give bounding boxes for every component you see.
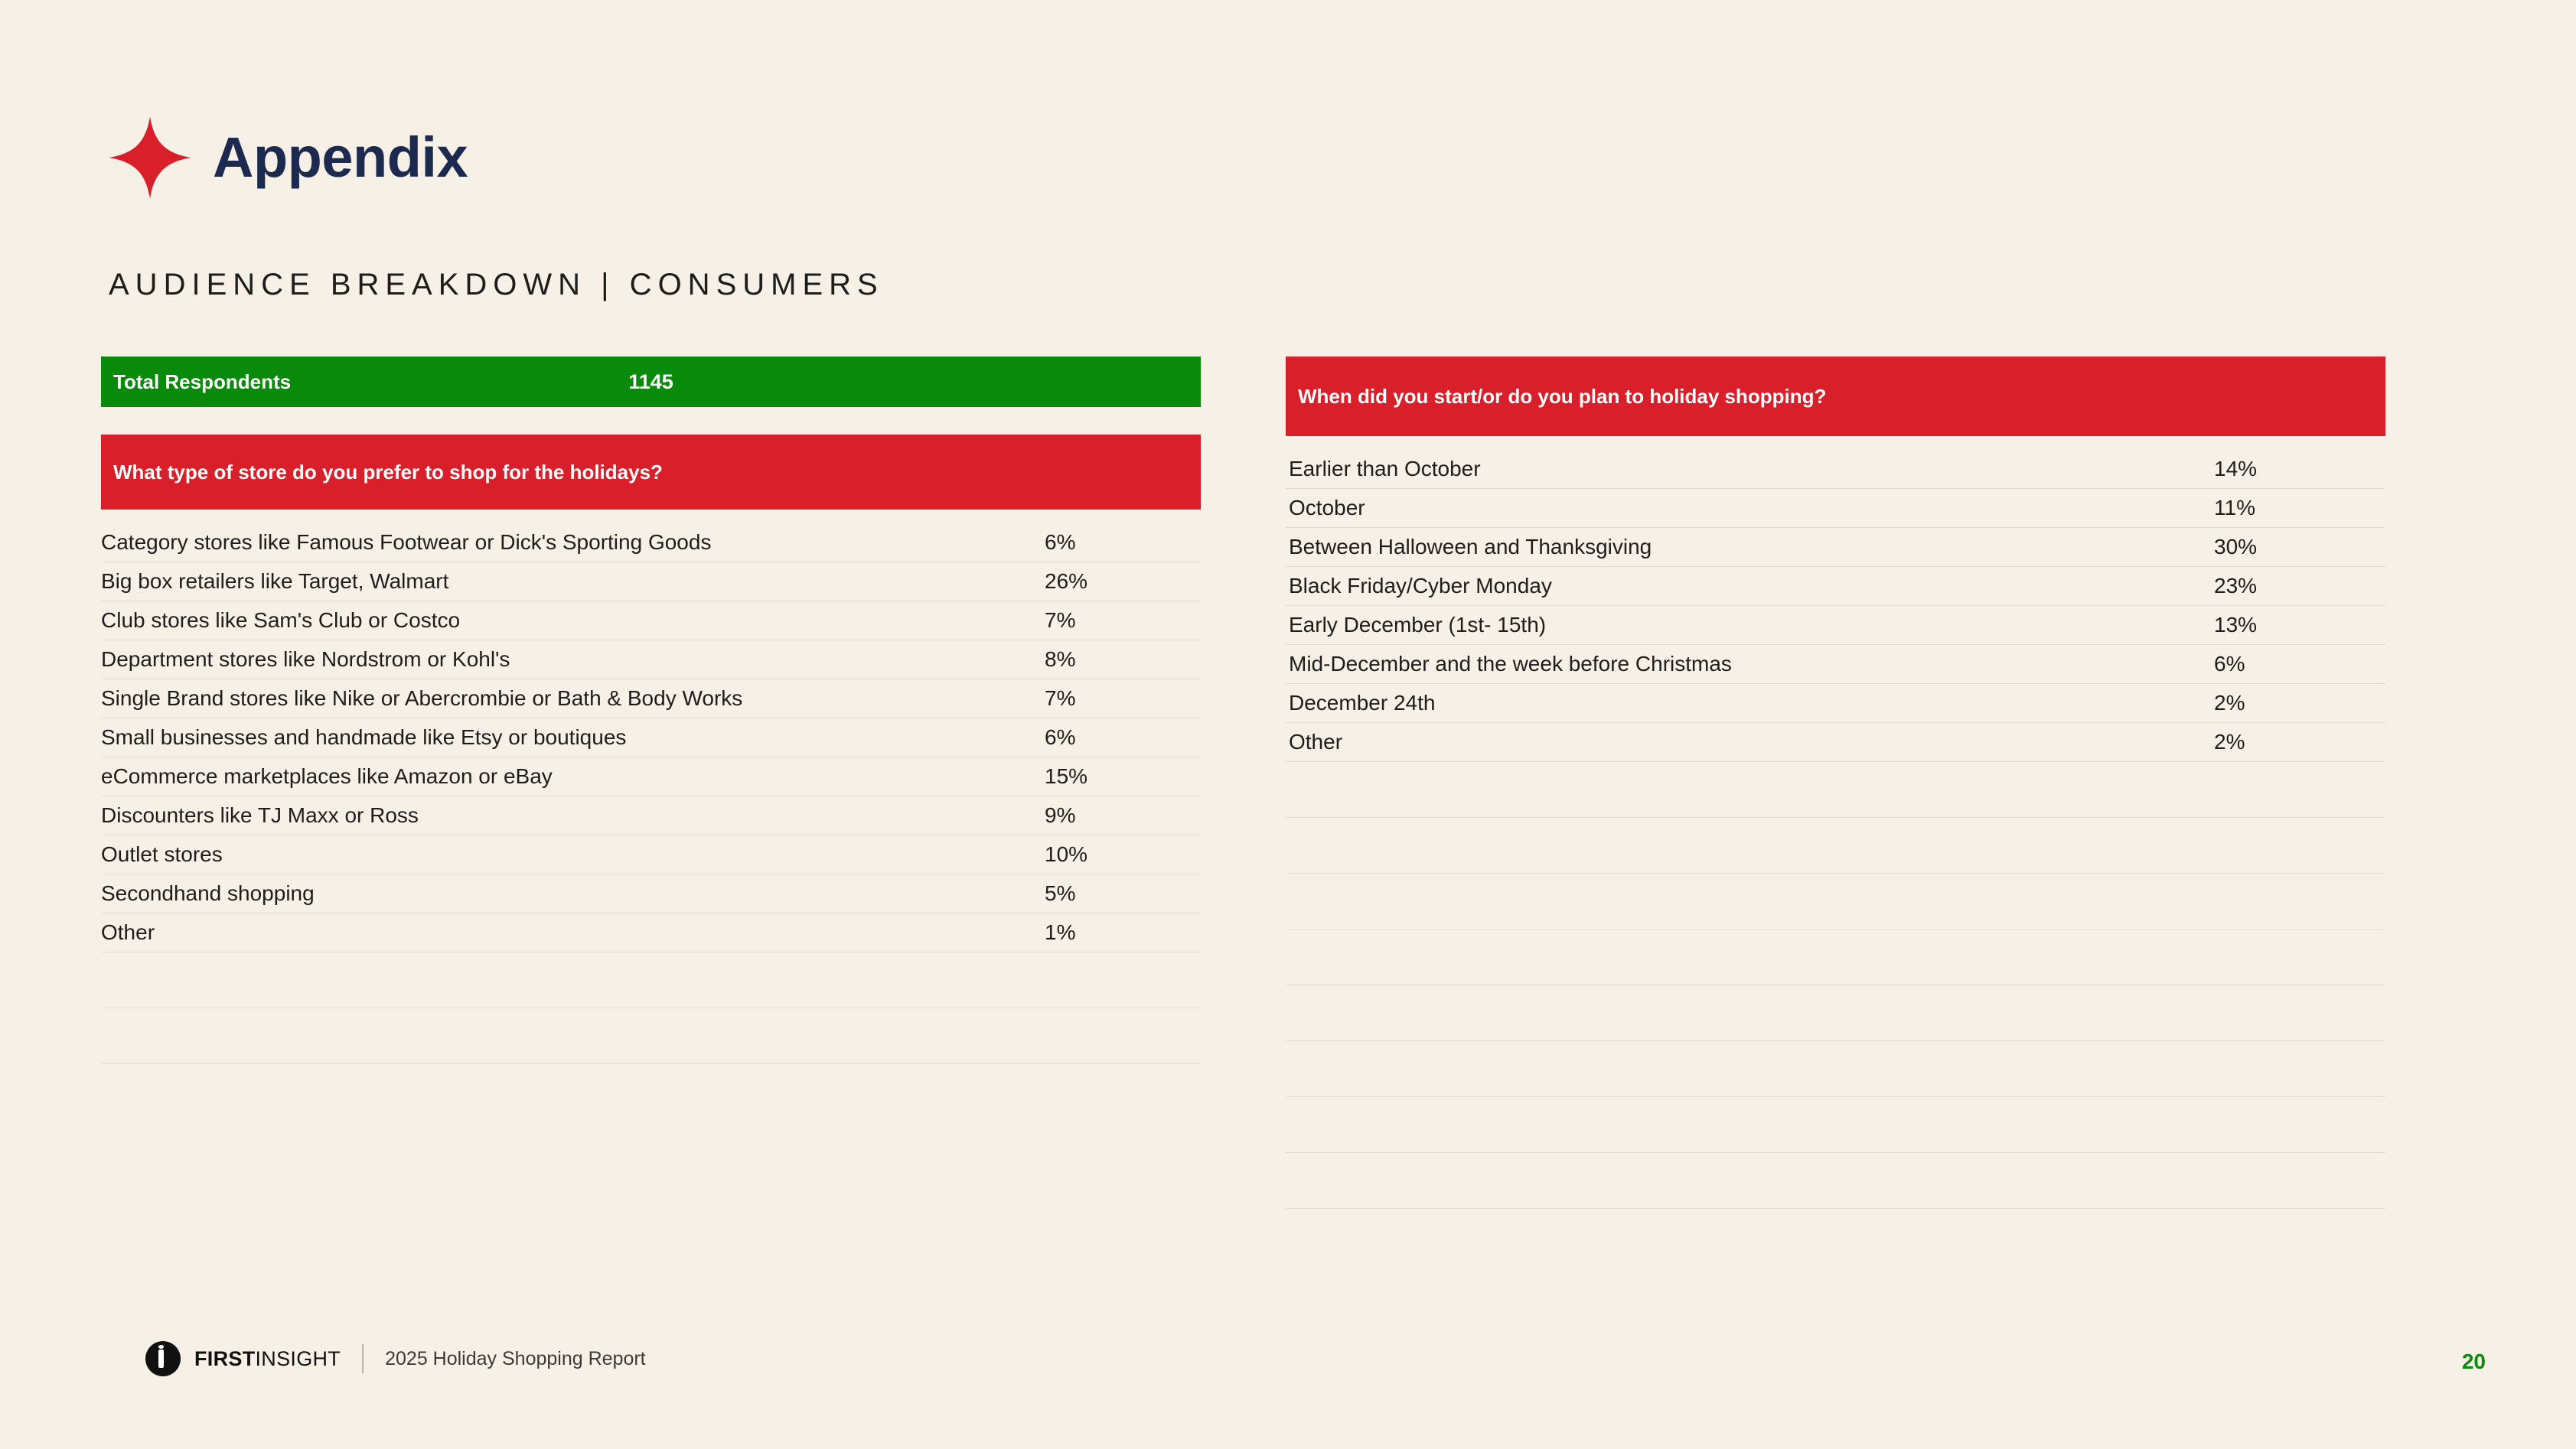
table-row bbox=[101, 835, 1201, 874]
row-value: 7% bbox=[1037, 679, 1201, 718]
page-number: 20 bbox=[2461, 1350, 2486, 1373]
page-subtitle: AUDIENCE BREAKDOWN | CONSUMERS bbox=[109, 268, 884, 301]
table-row bbox=[1286, 684, 2385, 723]
table-row bbox=[1286, 489, 2385, 528]
left-results-table bbox=[101, 523, 1201, 1064]
row-value: 14% bbox=[2206, 450, 2385, 489]
row-value: 7% bbox=[1037, 601, 1201, 640]
row-label: Single Brand stores like Nike or Abercrombie or Bath & Body Works bbox=[101, 679, 1037, 718]
row-label: Early December (1st- 15th) bbox=[1286, 606, 2206, 645]
row-value: 8% bbox=[1037, 640, 1201, 679]
table-row bbox=[1286, 567, 2385, 606]
table-row bbox=[101, 913, 1201, 952]
row-label: Between Halloween and Thanksgiving bbox=[1286, 528, 2206, 567]
footer-divider bbox=[362, 1344, 364, 1373]
row-value: 6% bbox=[1037, 523, 1201, 562]
brand-name-second: INSIGHT bbox=[255, 1346, 341, 1370]
table-row bbox=[101, 601, 1201, 640]
table-row-empty bbox=[1286, 1097, 2385, 1153]
row-label: Earlier than October bbox=[1286, 450, 2206, 489]
row-label: Other bbox=[1286, 723, 2206, 762]
table-row bbox=[1286, 528, 2385, 567]
row-value: 23% bbox=[2206, 567, 2385, 606]
table-row bbox=[101, 796, 1201, 835]
row-label: Other bbox=[101, 913, 1037, 952]
right-question-text: When did you start/or do you plan to holiday shopping? bbox=[1298, 384, 1827, 408]
table-row bbox=[1286, 723, 2385, 762]
table-row bbox=[1286, 645, 2385, 684]
row-value: 1% bbox=[1037, 913, 1201, 952]
table-row-empty bbox=[101, 1008, 1201, 1064]
table-row-empty bbox=[101, 952, 1201, 1008]
total-respondents-value: 1145 bbox=[628, 370, 673, 393]
page-title: Appendix bbox=[213, 125, 468, 189]
row-label: Club stores like Sam's Club or Costco bbox=[101, 601, 1037, 640]
row-value: 5% bbox=[1037, 874, 1201, 913]
row-label: eCommerce marketplaces like Amazon or eBay bbox=[101, 757, 1037, 796]
table-row-empty bbox=[1286, 1153, 2385, 1209]
table-row-empty bbox=[1286, 818, 2385, 874]
row-label: December 24th bbox=[1286, 684, 2206, 723]
row-value: 6% bbox=[1037, 718, 1201, 757]
left-question-bar bbox=[101, 435, 1201, 510]
row-value: 26% bbox=[1037, 562, 1201, 601]
row-value: 30% bbox=[2206, 528, 2385, 567]
row-label: Department stores like Nordstrom or Kohl's bbox=[101, 640, 1037, 679]
left-question-text: What type of store do you prefer to shop for the holidays? bbox=[113, 460, 663, 484]
footer-note: 2025 Holiday Shopping Report bbox=[385, 1347, 646, 1369]
row-value: 2% bbox=[2206, 723, 2385, 762]
table-row bbox=[101, 523, 1201, 562]
row-label: Discounters like TJ Maxx or Ross bbox=[101, 796, 1037, 835]
table-row-empty bbox=[1286, 930, 2385, 985]
row-value: 9% bbox=[1037, 796, 1201, 835]
table-row bbox=[101, 757, 1201, 796]
first-insight-logo-icon bbox=[145, 1341, 181, 1376]
row-label: October bbox=[1286, 489, 2206, 528]
page-header bbox=[107, 115, 468, 200]
right-table-wrapper bbox=[1286, 450, 2385, 1209]
row-label: Black Friday/Cyber Monday bbox=[1286, 567, 2206, 606]
table-row bbox=[101, 718, 1201, 757]
total-respondents-label: Total Respondents bbox=[113, 370, 292, 393]
row-label: Big box retailers like Target, Walmart bbox=[101, 562, 1037, 601]
table-row bbox=[101, 562, 1201, 601]
left-table-wrapper bbox=[101, 523, 1201, 1064]
table-row bbox=[101, 679, 1201, 718]
table-row-empty bbox=[1286, 1041, 2385, 1097]
table-row-empty bbox=[1286, 762, 2385, 818]
brand-name-first: FIRST bbox=[194, 1346, 256, 1370]
brand-name bbox=[194, 1347, 341, 1371]
right-question-bar bbox=[1286, 357, 2385, 436]
left-column bbox=[101, 357, 1201, 1064]
sparkle-icon bbox=[107, 115, 193, 200]
row-value: 13% bbox=[2206, 606, 2385, 645]
table-row bbox=[1286, 606, 2385, 645]
table-row bbox=[1286, 450, 2385, 489]
row-value: 10% bbox=[1037, 835, 1201, 874]
total-respondents-bar bbox=[101, 357, 1201, 407]
right-column bbox=[1286, 357, 2385, 1209]
table-row bbox=[101, 640, 1201, 679]
table-row bbox=[101, 874, 1201, 913]
row-value: 6% bbox=[2206, 645, 2385, 684]
right-results-table bbox=[1286, 450, 2385, 1209]
footer bbox=[145, 1341, 646, 1376]
row-label: Small businesses and handmade like Etsy or boutiques bbox=[101, 718, 1037, 757]
row-label: Mid-December and the week before Christmas bbox=[1286, 645, 2206, 684]
row-label: Outlet stores bbox=[101, 835, 1037, 874]
row-label: Secondhand shopping bbox=[101, 874, 1037, 913]
row-value: 15% bbox=[1037, 757, 1201, 796]
table-row-empty bbox=[1286, 985, 2385, 1041]
row-label: Category stores like Famous Footwear or Dick's Sporting Goods bbox=[101, 523, 1037, 562]
table-row-empty bbox=[1286, 874, 2385, 930]
row-value: 11% bbox=[2206, 489, 2385, 528]
row-value: 2% bbox=[2206, 684, 2385, 723]
